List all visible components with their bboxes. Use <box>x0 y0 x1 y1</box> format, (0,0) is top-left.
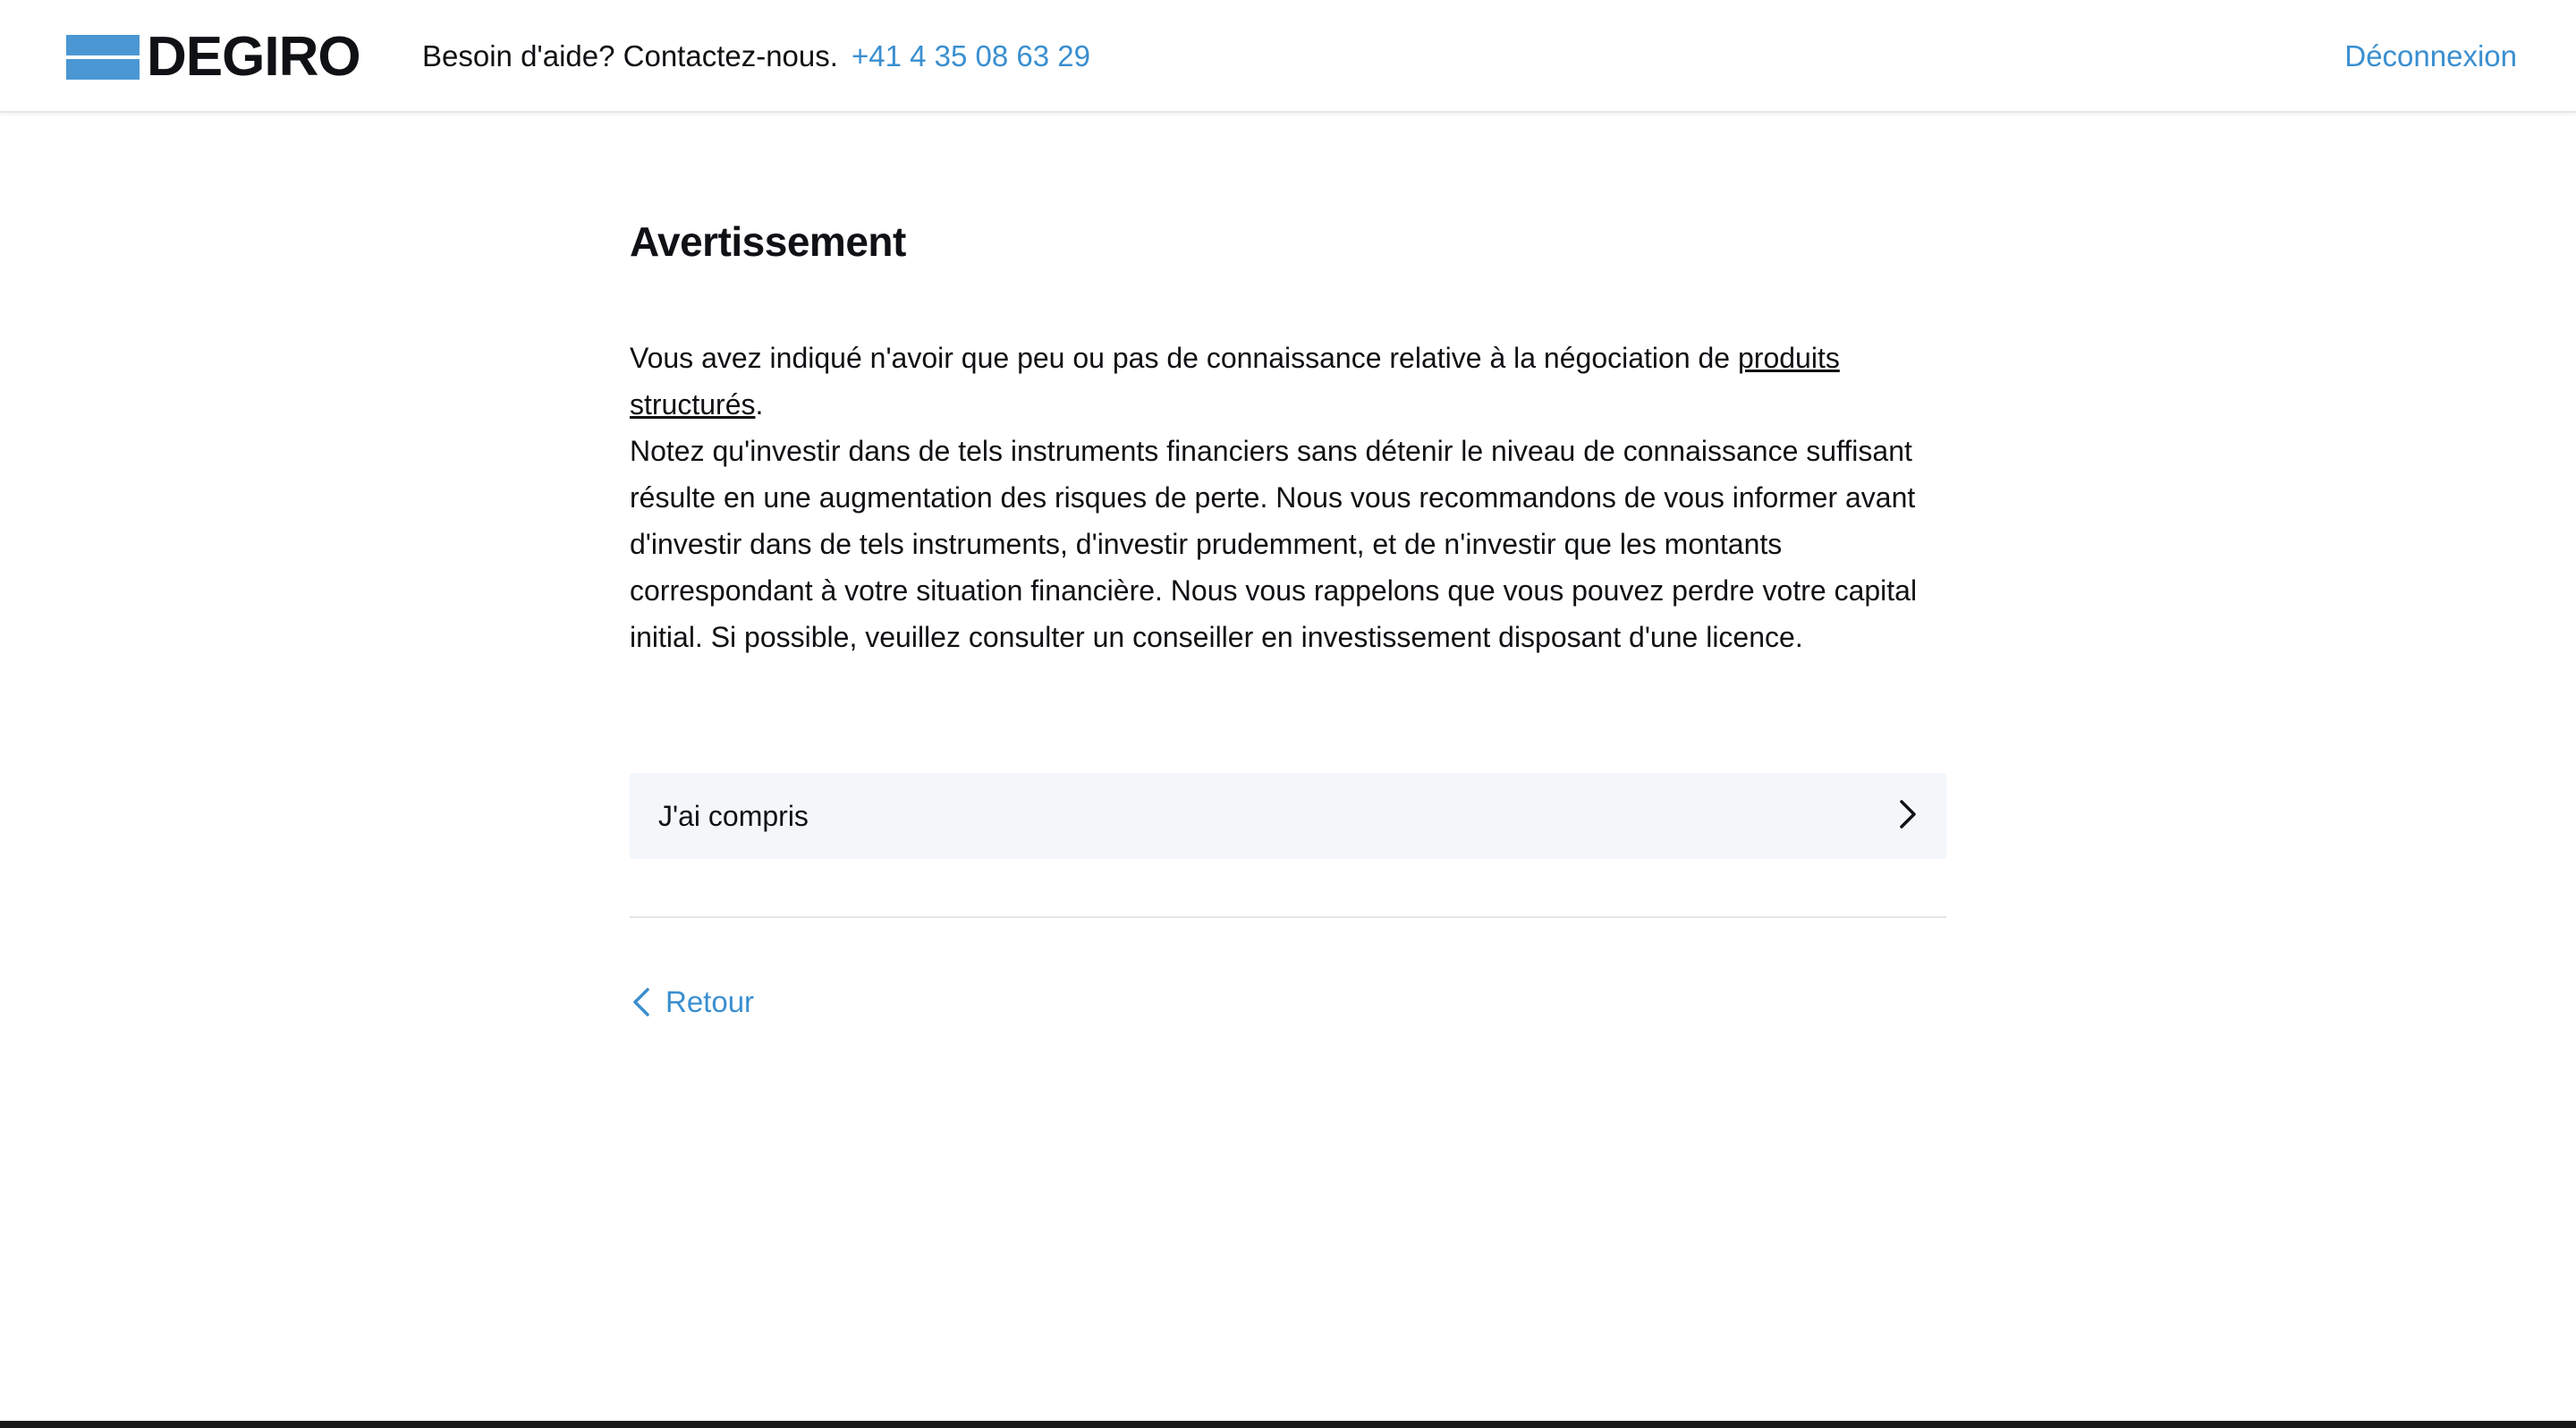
help-text: Besoin d'aide? Contactez-nous. <box>422 39 838 72</box>
warning-intro-end: . <box>755 388 764 421</box>
warning-content <box>630 206 1946 1018</box>
chevron-right-icon <box>1896 798 1918 835</box>
logo-mark-icon <box>66 35 140 80</box>
top-header <box>0 0 2576 113</box>
help-phone-link[interactable]: +41 4 35 08 63 29 <box>852 39 1090 72</box>
structured-products-link[interactable]: produits structurés <box>630 342 1840 421</box>
page-title: Avertissement <box>630 218 906 265</box>
warning-body: Notez qu'investir dans de tels instruments financiers sans détenir le niveau de connaissance suffisant résulte en une augmentation des risques de perte. Nous vous recommandons de vous informer avant d'investir dans de tels instruments, d'investir prudemment, et de n'investir que les montants correspondant à votre situation financière. Nous vous rappelons que vous pouvez perdre votre capital initial. Si possible, veuillez consulter un conseiller en investissement disposant d'une licence. <box>630 435 1918 653</box>
logo-text: DEGIRO <box>147 26 360 88</box>
warning-intro: Vous avez indiqué n'avoir que peu ou pas de connaissance relative à la négociation de <box>630 342 1738 374</box>
back-button[interactable] <box>630 981 754 1024</box>
warning-text <box>630 335 1946 660</box>
understood-label: J'ai compris <box>658 799 809 832</box>
logout-link[interactable]: Déconnexion <box>2344 39 2517 72</box>
window-bottom-edge <box>0 1421 2576 1428</box>
divider <box>630 916 1946 918</box>
degiro-logo[interactable] <box>66 26 360 88</box>
chevron-left-icon <box>630 984 653 1021</box>
understood-button[interactable] <box>630 773 1946 859</box>
back-label: Retour <box>665 985 755 1018</box>
